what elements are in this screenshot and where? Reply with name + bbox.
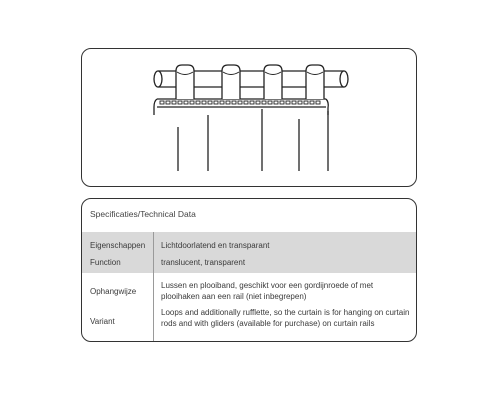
label-variant: Variant bbox=[90, 317, 115, 326]
technical-data-panel bbox=[81, 198, 417, 342]
value-variant: Loops and additionally rufflette, so the curtain is for hanging on curtain rods and with gliders (available for purchase) on curtain rails bbox=[161, 308, 410, 328]
label-function: Function bbox=[90, 258, 121, 267]
curtain-illustration-panel bbox=[81, 48, 417, 187]
label-eigenschappen: Eigenschappen bbox=[90, 241, 146, 250]
value-eigenschappen: Lichtdoorlatend en transparant bbox=[161, 241, 270, 250]
value-function: translucent, transparent bbox=[161, 258, 246, 267]
spec-title: Specificaties/Technical Data bbox=[90, 209, 196, 219]
curtain-rod-illustration bbox=[82, 49, 418, 188]
label-ophangwijze: Ophangwijze bbox=[90, 287, 137, 296]
value-ophangwijze: Lussen en plooiband, geschikt voor een gordijnroede of met plooihaken aan een rail (niet inbegrepen) bbox=[161, 281, 374, 301]
column-divider bbox=[153, 232, 154, 342]
